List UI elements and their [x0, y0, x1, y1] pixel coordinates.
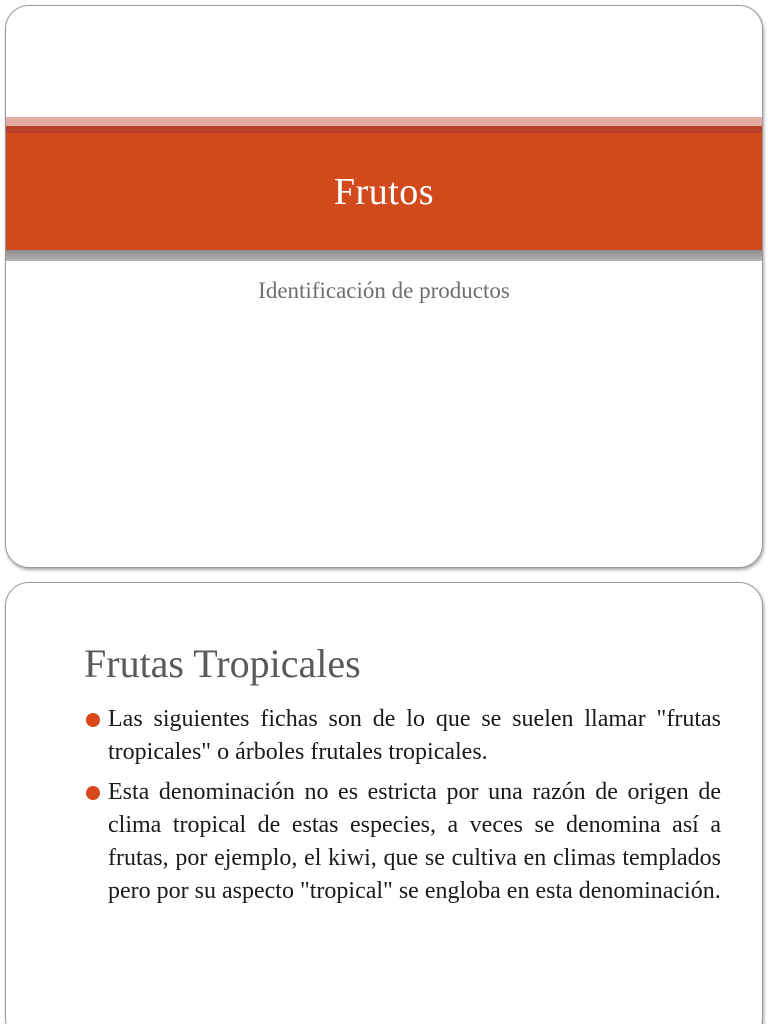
slide-subtitle: Identificación de productos	[258, 278, 510, 303]
bullet-icon	[86, 713, 100, 727]
bullet-list	[86, 703, 721, 915]
slide-heading: Frutas Tropicales	[84, 641, 361, 686]
bullet-item	[86, 776, 721, 908]
title-band-top-stripe	[6, 117, 762, 126]
title-band-shadow-stripe	[6, 250, 762, 261]
title-band-dark-stripe	[6, 126, 762, 133]
bullet-text: Esta denominación no es estricta por una razón de origen de clima tropical de estas especies, a veces se denomina así a frutas, por ejemplo, el kiwi, que se cultiva en climas templados pero por su aspecto "tropical" se engloba en esta denominación.	[108, 779, 721, 904]
title-bar	[6, 133, 762, 250]
bullet-icon	[86, 786, 100, 800]
bullet-text: Las siguientes fichas son de lo que se suelen llamar "frutas tropicales" o árboles frutales tropicales.	[108, 706, 721, 765]
title-slide	[5, 5, 763, 568]
slide-title: Frutos	[333, 170, 435, 213]
content-slide	[5, 582, 763, 1024]
bullet-item	[86, 703, 721, 769]
